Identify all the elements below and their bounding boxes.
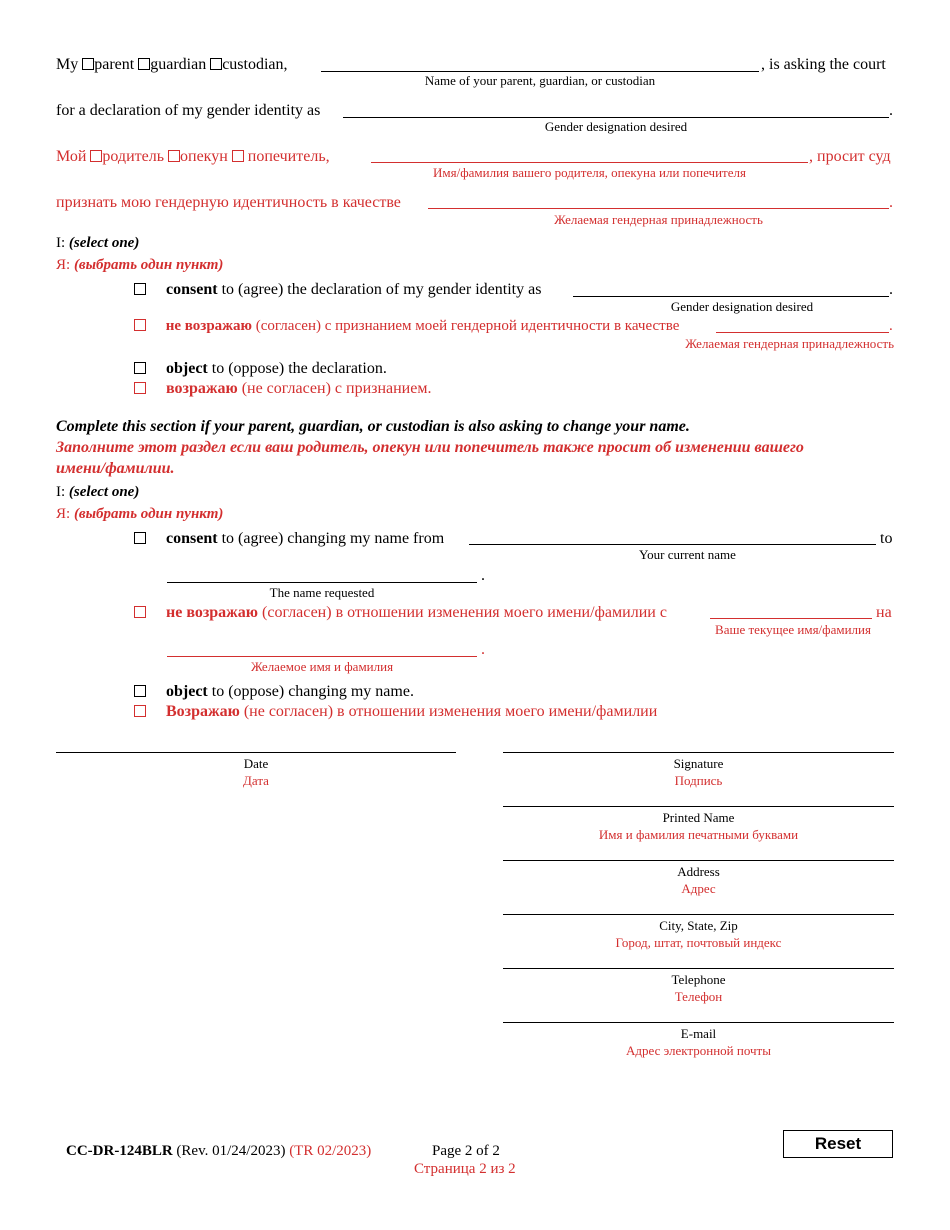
parent-checkbox[interactable] (82, 58, 94, 70)
gender-designation-caption-ru: Желаемая гендерная принадлежность (554, 212, 763, 227)
period: . (889, 102, 893, 119)
city-state-zip-caption: City, State, Zip (659, 918, 738, 933)
custodian-checkbox[interactable] (210, 58, 222, 70)
requested-name-field[interactable] (167, 582, 477, 583)
object-name-change-option-ru: Возражаю (не согласен) в отношении изменения моего имени/фамилии (134, 702, 657, 721)
consent-declaration-checkbox[interactable] (134, 283, 146, 295)
object-name-change-checkbox-ru[interactable] (134, 705, 146, 717)
consent-gender-caption: Gender designation desired (670, 299, 814, 314)
label-my-ru: Мой (56, 148, 87, 165)
signature-field[interactable] (503, 752, 894, 753)
consent-name-change-option: consent to (agree) changing my name from (134, 529, 444, 548)
address-caption-ru: Адрес (681, 881, 716, 896)
asking-court-text: , is asking the court (761, 56, 886, 73)
requested-name-caption-ru: Желаемое имя и фамилия (250, 659, 394, 674)
date-caption: Date (243, 756, 269, 771)
section2-heading-ru-1: Заполните этот раздел если ваш родитель, опекун или попечитель также просит об изменении вашего (56, 439, 804, 456)
parent-name-field-ru[interactable] (371, 162, 808, 163)
printed-name-field[interactable] (503, 806, 894, 807)
parent-name-caption-ru: Имя/фамилия вашего родителя, опекуна или попечителя (433, 165, 746, 180)
guardian-checkbox[interactable] (138, 58, 150, 70)
gender-designation-field[interactable] (343, 117, 889, 118)
date-caption-ru: Дата (243, 773, 269, 788)
requested-name-caption: The name requested (269, 585, 375, 600)
current-name-field[interactable] (469, 544, 876, 545)
address-field[interactable] (503, 860, 894, 861)
form-revision: (Rev. 01/24/2023) (172, 1143, 286, 1159)
parent-line-ru (56, 147, 330, 166)
asking-court-text-ru: , просит суд (809, 148, 891, 165)
consent-name-change-checkbox[interactable] (134, 532, 146, 544)
gender-designation-caption: Gender designation desired (544, 119, 688, 134)
city-state-zip-field[interactable] (503, 914, 894, 915)
printed-name-caption: Printed Name (662, 810, 735, 825)
consent-gender-field[interactable] (573, 296, 889, 297)
object-name-change-checkbox[interactable] (134, 685, 146, 697)
label-parent: parent (94, 56, 135, 73)
reset-button[interactable]: Reset (783, 1130, 893, 1158)
consent-name-change-checkbox-ru[interactable] (134, 606, 146, 618)
parent-checkbox-ru[interactable] (90, 150, 102, 162)
object-name-change-option: object to (oppose) changing my name. (134, 682, 414, 701)
select-one-en-2: I: (select one) (56, 484, 140, 500)
object-declaration-option: object to (oppose) the declaration. (134, 359, 387, 378)
translation-revision: (TR 02/2023) (285, 1143, 372, 1159)
declaration-text: for a declaration of my gender identity as (56, 102, 321, 119)
current-name-caption-ru: Ваше текущее имя/фамилия (715, 622, 871, 637)
consent-declaration-checkbox-ru[interactable] (134, 319, 146, 331)
guardian-checkbox-ru[interactable] (168, 150, 180, 162)
object-declaration-checkbox[interactable] (134, 362, 146, 374)
city-state-zip-caption-ru: Город, штат, почтовый индекс (615, 935, 782, 950)
form-id (66, 1142, 371, 1160)
email-caption-ru: Адрес электронной почты (626, 1043, 771, 1058)
parent-line-en (56, 55, 288, 74)
address-caption: Address (677, 864, 720, 879)
email-caption: E-mail (680, 1026, 717, 1041)
label-my: My (56, 56, 79, 73)
label-parent-ru: родитель (102, 148, 165, 165)
select-one-ru: Я: (выбрать один пункт) (56, 257, 224, 273)
gender-designation-field-ru[interactable] (428, 208, 889, 209)
consent-declaration-option-ru: не возражаю (согласен) с признанием моей гендерной идентичности в качестве (134, 317, 679, 335)
page-number: Page 2 of 2 (432, 1143, 500, 1159)
parent-name-field[interactable] (321, 71, 759, 72)
telephone-field[interactable] (503, 968, 894, 969)
printed-name-caption-ru: Имя и фамилия печатными буквами (598, 827, 799, 842)
section2-heading-en: Complete this section if your parent, guardian, or custodian is also asking to change your name. (56, 418, 690, 435)
select-one-ru-2: Я: (выбрать один пункт) (56, 506, 224, 522)
object-declaration-checkbox-ru[interactable] (134, 382, 146, 394)
telephone-caption-ru: Телефон (674, 989, 723, 1004)
period-ru: . (889, 194, 893, 211)
date-field[interactable] (56, 752, 456, 753)
label-guardian-ru: опекун (180, 148, 228, 165)
label-custodian-ru: попечитель, (247, 148, 330, 165)
page-number-ru: Страница 2 из 2 (414, 1161, 516, 1177)
consent-gender-field-ru[interactable] (716, 332, 889, 333)
section2-heading-ru-2: имени/фамилии. (56, 460, 175, 477)
label-guardian: guardian (150, 56, 207, 73)
form-number: CC-DR-124BLR (66, 1143, 173, 1159)
consent-name-change-option-ru: не возражаю (согласен) в отношении изменения моего имени/фамилии с (134, 603, 667, 622)
label-custodian: custodian, (222, 56, 288, 73)
select-one-en: I: (select one) (56, 235, 140, 251)
signature-caption: Signature (673, 756, 724, 771)
current-name-field-ru[interactable] (710, 618, 872, 619)
telephone-caption: Telephone (671, 972, 726, 987)
custodian-checkbox-ru[interactable] (232, 150, 244, 162)
requested-name-field-ru[interactable] (167, 656, 477, 657)
parent-name-caption: Name of your parent, guardian, or custodian (424, 73, 656, 88)
consent-declaration-option: consent to (agree) the declaration of my gender identity as (134, 280, 541, 299)
declaration-text-ru: признать мою гендерную идентичность в качестве (56, 194, 401, 211)
object-declaration-option-ru: возражаю (не согласен) с признанием. (134, 379, 431, 398)
current-name-caption: Your current name (639, 547, 736, 562)
consent-gender-caption-ru: Желаемая гендерная принадлежность (685, 336, 894, 351)
signature-caption-ru: Подпись (674, 773, 723, 788)
email-field[interactable] (503, 1022, 894, 1023)
